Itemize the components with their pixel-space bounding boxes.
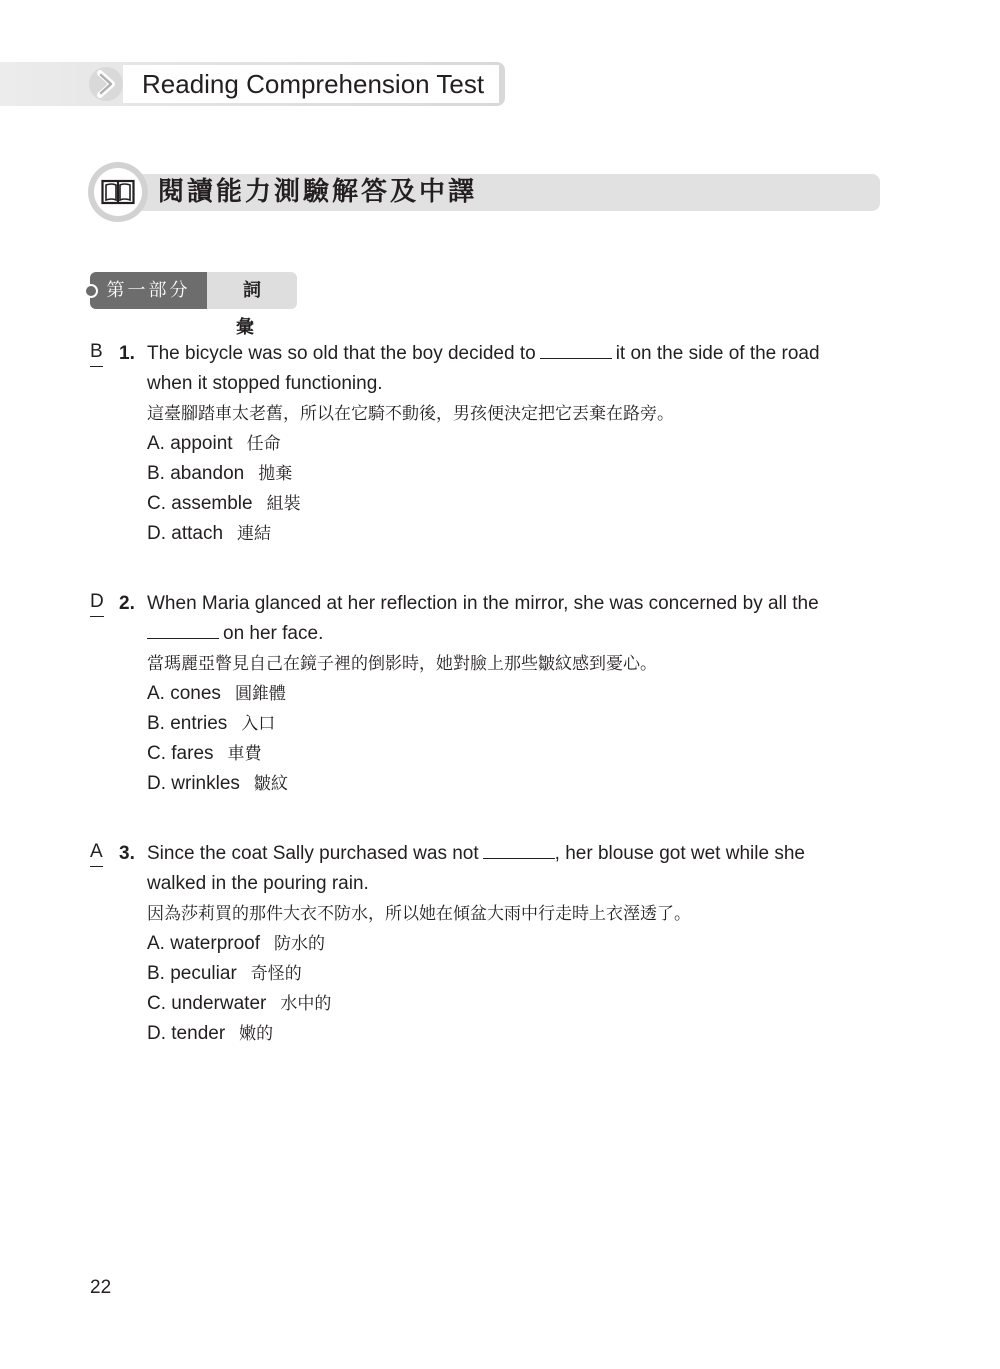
- stem-after: , her blouse got wet while she walked in the pouring rain.: [147, 843, 805, 894]
- stem-after: it on the side of the road when it stopped functioning.: [147, 343, 820, 394]
- section-banner: [88, 162, 880, 222]
- option-a: [147, 679, 867, 709]
- option-translation: 水中的: [280, 994, 332, 1014]
- option-text: A. cones: [147, 683, 221, 704]
- stem-before: When Maria glanced at her reflection in the mirror, she was concerned by all the: [147, 593, 819, 614]
- question-translation: 當瑪麗亞瞥見自己在鏡子裡的倒影時，她對臉上那些皺紋感到憂心。: [147, 654, 657, 674]
- option-b: [147, 709, 867, 739]
- answer-key: D: [90, 590, 104, 617]
- option-text: A. waterproof: [147, 933, 260, 954]
- page-number: 22: [90, 1277, 112, 1298]
- option-text: B. abandon: [147, 463, 245, 484]
- section-heading: 閱讀能力測驗解答及中譯: [158, 177, 478, 207]
- option-b: [147, 459, 867, 489]
- stem-before: The bicycle was so old that the boy decided to: [147, 343, 536, 364]
- option-translation: 入口: [241, 714, 276, 734]
- chevron-right-icon: [88, 66, 124, 102]
- option-translation: 拋棄: [258, 464, 293, 484]
- answer-key: A: [90, 840, 103, 867]
- option-b: [147, 959, 867, 989]
- running-header-title: Reading Comprehension Test: [142, 69, 485, 99]
- option-c: [147, 739, 867, 769]
- option-d: [147, 1019, 867, 1049]
- option-translation: 連結: [237, 524, 272, 544]
- option-text: B. peculiar: [147, 963, 237, 984]
- question-body: [147, 840, 867, 1049]
- question-stem: [147, 339, 867, 399]
- stem-before: Since the coat Sally purchased was not: [147, 843, 479, 864]
- option-c: [147, 989, 867, 1019]
- option-translation: 車費: [227, 744, 262, 764]
- option-d: [147, 769, 867, 799]
- option-c: [147, 489, 867, 519]
- option-translation: 防水的: [274, 934, 325, 954]
- answer-key: B: [90, 340, 103, 367]
- option-text: C. assemble: [147, 493, 253, 514]
- option-translation: 組裝: [266, 494, 301, 514]
- stem-after: on her face.: [223, 623, 324, 644]
- answer-blank: [147, 620, 219, 639]
- open-book-icon: [101, 179, 135, 205]
- question-stem: [147, 589, 867, 649]
- option-translation: 皺紋: [253, 774, 288, 794]
- option-translation: 任命: [246, 434, 281, 454]
- question-number: 2.: [119, 593, 135, 614]
- question-number: 3.: [119, 843, 135, 864]
- part-label: 第一部分: [90, 272, 207, 309]
- question-translation: 這臺腳踏車太老舊，所以在它騎不動後，男孩便決定把它丟棄在路旁。: [147, 404, 674, 424]
- option-text: D. attach: [147, 523, 224, 544]
- option-a: [147, 929, 867, 959]
- question-translation: 因為莎莉買的那件大衣不防水，所以她在傾盆大雨中行走時上衣溼透了。: [147, 904, 691, 924]
- option-text: B. entries: [147, 713, 228, 734]
- part-name: 詞 彙: [207, 272, 297, 309]
- option-translation: 嫩的: [239, 1024, 274, 1044]
- question-number: 1.: [119, 343, 135, 364]
- option-text: C. fares: [147, 743, 214, 764]
- answer-blank: [540, 340, 612, 359]
- option-text: A. appoint: [147, 433, 233, 454]
- part-tag-dot: [84, 284, 98, 298]
- option-text: D. tender: [147, 1023, 226, 1044]
- question-body: [147, 590, 867, 799]
- answer-blank: [483, 840, 555, 859]
- question-body: [147, 340, 867, 549]
- option-d: [147, 519, 867, 549]
- option-text: D. wrinkles: [147, 773, 240, 794]
- question-stem: [147, 839, 867, 899]
- option-translation: 圓錐體: [234, 684, 286, 704]
- option-translation: 奇怪的: [250, 964, 302, 984]
- running-header: [0, 62, 505, 106]
- option-text: C. underwater: [147, 993, 267, 1014]
- option-a: [147, 429, 867, 459]
